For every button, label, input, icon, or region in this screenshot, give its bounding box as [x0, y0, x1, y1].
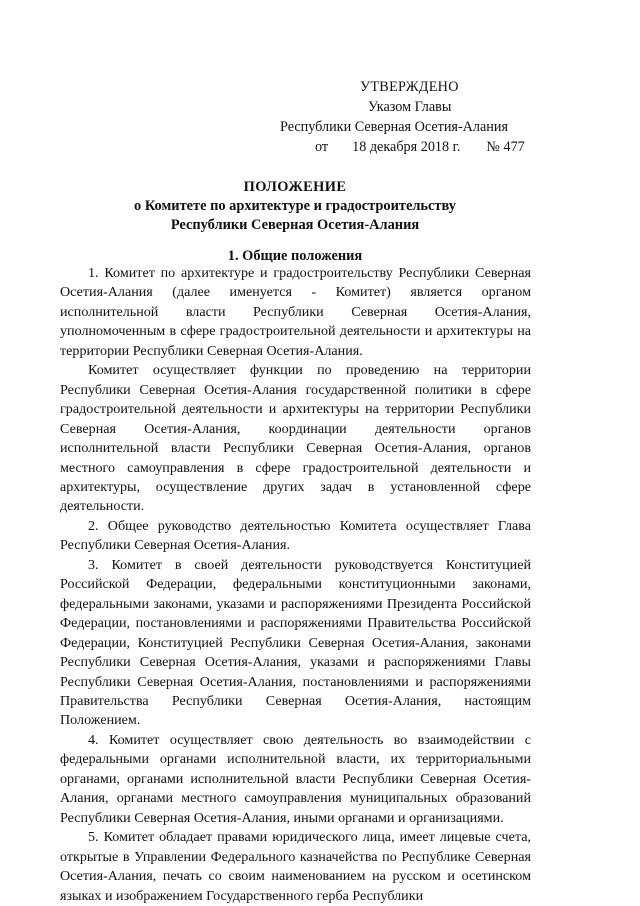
- document-body: [60, 264, 531, 906]
- document-title-main: ПОЛОЖЕНИЕ: [243, 179, 347, 195]
- approval-date: 18 декабря 2018 г.: [352, 139, 461, 155]
- approval-decree: Указом Главы: [368, 99, 452, 115]
- paragraph-6: 5. Комитет обладает правами юридического лица, имеет лицевые счета, открытые в Управлении Федерального казначейства по Республике Северная Осетия-Алания, печать со своим наименованием на русском и осетинском языках и изображением Государственного герба Республики: [60, 829, 531, 904]
- approval-stamp: [270, 77, 570, 157]
- approval-prefix: от: [315, 139, 329, 155]
- approval-title: УТВЕРЖДЕНО: [360, 79, 459, 95]
- paragraph-2: Комитет осуществляет функции по проведению на территории Республики Северная Осетия-Алания государственной политики в сфере градостроительной деятельности и архитектуры на территории Республики Северная Осетия-Алания, координации деятельности органов исполнительной власти Республики Северная Осетия-Алания, органов местного самоуправления в сфере градостроительной деятельности и архитектуры, осуществление других задач в установленной сфере деятельности.: [60, 362, 531, 515]
- document-title-line-2: Республики Северная Осетия-Алания: [170, 217, 420, 233]
- paragraph-4: 3. Комитет в своей деятельности руководствуется Конституцией Российской Федерации, федеральными конституционными законами, федеральными законами, указами и распоряжениями Президента Российской Федерации, постановлениями и распоряжениями Правительства Российской Федерации, Конституцией Республики Северная Осетия-Алания, законами Республики Северная Осетия-Алания, указами и распоряжениями Главы Республики Северная Осетия-Алания, постановлениями и распоряжениями Правительства Республики Северная Осетия-Алания, настоящим Положением.: [60, 556, 531, 729]
- section-heading: 1. Общие положения: [227, 248, 363, 264]
- document-title: [60, 178, 530, 235]
- paragraph-5: 4. Комитет осуществляет свою деятельность во взаимодействии с федеральными органами исполнительной власти, их территориальными органами, органами исполнительной власти Республики Северная Осетия-Алания, органами местного самоуправления муниципальных образований Республики Северная Осетия-Алания, иными органами и организациями.: [60, 731, 531, 826]
- paragraph-3: 2. Общее руководство деятельностью Комитета осуществляет Глава Республики Северная Осетия-Алания.: [60, 517, 531, 554]
- approval-republic: Республики Северная Осетия-Алания: [280, 119, 509, 135]
- document-title-line-1: о Комитете по архитектуре и градостроительству: [134, 198, 456, 214]
- approval-number: № 477: [486, 139, 525, 155]
- approval-date-line: [270, 137, 570, 157]
- paragraph-1: 1. Комитет по архитектуре и градостроительству Республики Северная Осетия-Алания (далее именуется - Комитет) является органом исполнительной власти Республики Северная Осетия-Алания, уполномоченным в сфере градостроительной деятельности и архитектуры на территории Республики Северная Осетия-Алания.: [60, 265, 531, 359]
